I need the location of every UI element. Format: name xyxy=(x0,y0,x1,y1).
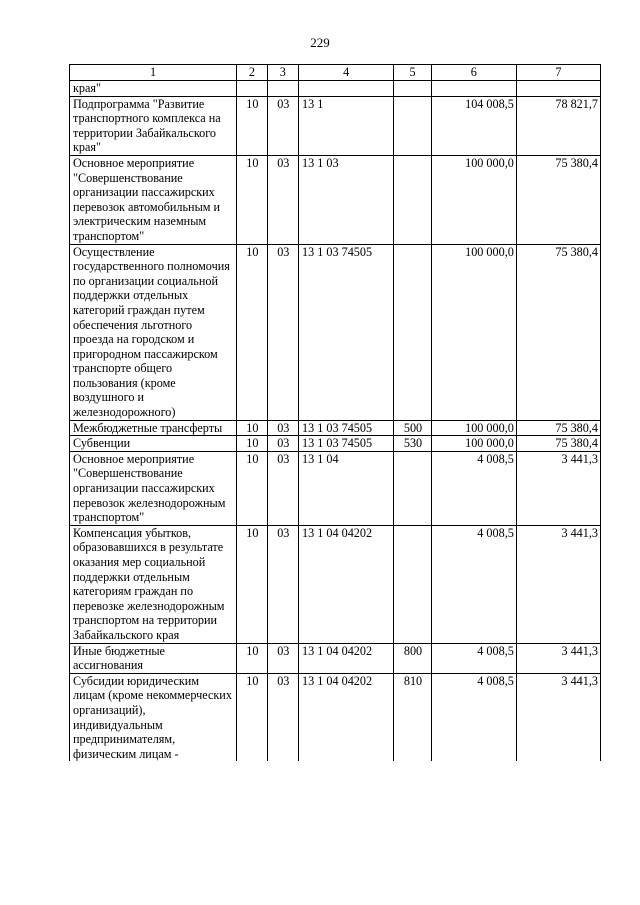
subsection-code xyxy=(267,81,298,97)
section-code xyxy=(237,81,267,97)
section-code: 10 xyxy=(237,451,267,525)
column-header: 7 xyxy=(516,65,600,81)
target-code: 13 1 03 74505 xyxy=(299,244,394,420)
amount-2: 3 441,3 xyxy=(516,673,600,761)
subsection-code: 03 xyxy=(267,643,298,673)
table-row xyxy=(70,155,601,244)
section-code: 10 xyxy=(237,420,267,436)
table-row xyxy=(70,673,601,761)
target-code: 13 1 03 xyxy=(299,155,394,244)
section-code: 10 xyxy=(237,244,267,420)
header-row xyxy=(70,65,601,81)
section-code: 10 xyxy=(237,673,267,761)
amount-1: 4 008,5 xyxy=(431,525,516,643)
row-name: Межбюджетные трансферты xyxy=(70,420,237,436)
column-header: 1 xyxy=(70,65,237,81)
section-code: 10 xyxy=(237,436,267,452)
subsection-code: 03 xyxy=(267,244,298,420)
amount-2: 75 380,4 xyxy=(516,436,600,452)
table-row xyxy=(70,420,601,436)
expense-type-code xyxy=(394,525,431,643)
subsection-code: 03 xyxy=(267,525,298,643)
amount-1: 100 000,0 xyxy=(431,244,516,420)
amount-2 xyxy=(516,81,600,97)
table-row xyxy=(70,81,601,97)
subsection-code: 03 xyxy=(267,673,298,761)
column-header: 3 xyxy=(267,65,298,81)
page-number: 229 xyxy=(310,35,330,50)
amount-2: 3 441,3 xyxy=(516,643,600,673)
table-header xyxy=(70,65,601,81)
target-code: 13 1 04 04202 xyxy=(299,673,394,761)
amount-1: 104 008,5 xyxy=(431,96,516,155)
table-row xyxy=(70,643,601,673)
subsection-code: 03 xyxy=(267,436,298,452)
row-name: Компенсация убытков, образовавшихся в результате оказания мер социальной поддержки отдельным категориям граждан по перевозке железнодорожным транспортом на территории Забайкальского края xyxy=(70,525,237,643)
row-name: края" xyxy=(70,81,237,97)
amount-1: 4 008,5 xyxy=(431,451,516,525)
row-name: Иные бюджетные ассигнования xyxy=(70,643,237,673)
expense-type-code xyxy=(394,451,431,525)
table-body xyxy=(70,81,601,762)
column-header: 4 xyxy=(299,65,394,81)
section-code: 10 xyxy=(237,525,267,643)
column-header: 6 xyxy=(431,65,516,81)
table-row xyxy=(70,96,601,155)
amount-2: 75 380,4 xyxy=(516,420,600,436)
amount-1: 4 008,5 xyxy=(431,643,516,673)
row-name: Основное мероприятие "Совершенствование организации пассажирских перевозок автомобильным и электрическим наземным транспортом" xyxy=(70,155,237,244)
row-name: Основное мероприятие "Совершенствование организации пассажирских перевозок железнодорожным транспортом" xyxy=(70,451,237,525)
target-code: 13 1 03 74505 xyxy=(299,420,394,436)
budget-table xyxy=(69,64,601,761)
target-code: 13 1 04 04202 xyxy=(299,525,394,643)
subsection-code: 03 xyxy=(267,155,298,244)
column-header: 2 xyxy=(237,65,267,81)
expense-type-code: 800 xyxy=(394,643,431,673)
table-row xyxy=(70,525,601,643)
expense-type-code: 500 xyxy=(394,420,431,436)
row-name: Субвенции xyxy=(70,436,237,452)
amount-1: 100 000,0 xyxy=(431,436,516,452)
target-code xyxy=(299,81,394,97)
amount-1 xyxy=(431,81,516,97)
subsection-code: 03 xyxy=(267,96,298,155)
table-row xyxy=(70,451,601,525)
amount-1: 100 000,0 xyxy=(431,420,516,436)
expense-type-code xyxy=(394,96,431,155)
row-name: Субсидии юридическим лицам (кроме некоммерческих организаций), индивидуальным предпринимателям, физическим лицам - xyxy=(70,673,237,761)
amount-1: 4 008,5 xyxy=(431,673,516,761)
amount-2: 3 441,3 xyxy=(516,451,600,525)
expense-type-code: 810 xyxy=(394,673,431,761)
target-code: 13 1 03 74505 xyxy=(299,436,394,452)
amount-2: 75 380,4 xyxy=(516,155,600,244)
amount-1: 100 000,0 xyxy=(431,155,516,244)
column-header: 5 xyxy=(394,65,431,81)
subsection-code: 03 xyxy=(267,420,298,436)
expense-type-code xyxy=(394,244,431,420)
section-code: 10 xyxy=(237,155,267,244)
section-code: 10 xyxy=(237,643,267,673)
expense-type-code xyxy=(394,81,431,97)
expense-type-code: 530 xyxy=(394,436,431,452)
target-code: 13 1 04 04202 xyxy=(299,643,394,673)
section-code: 10 xyxy=(237,96,267,155)
table-row xyxy=(70,244,601,420)
table-row xyxy=(70,436,601,452)
target-code: 13 1 xyxy=(299,96,394,155)
amount-2: 78 821,7 xyxy=(516,96,600,155)
expense-type-code xyxy=(394,155,431,244)
row-name: Осуществление государственного полномочия по организации социальной поддержки отдельных категорий граждан путем обеспечения льготного проезда на городском и пригородном пассажирском транспорте общего пользования (кроме воздушного и железнодорожного) xyxy=(70,244,237,420)
amount-2: 75 380,4 xyxy=(516,244,600,420)
target-code: 13 1 04 xyxy=(299,451,394,525)
amount-2: 3 441,3 xyxy=(516,525,600,643)
row-name: Подпрограмма "Развитие транспортного комплекса на территории Забайкальского края" xyxy=(70,96,237,155)
subsection-code: 03 xyxy=(267,451,298,525)
